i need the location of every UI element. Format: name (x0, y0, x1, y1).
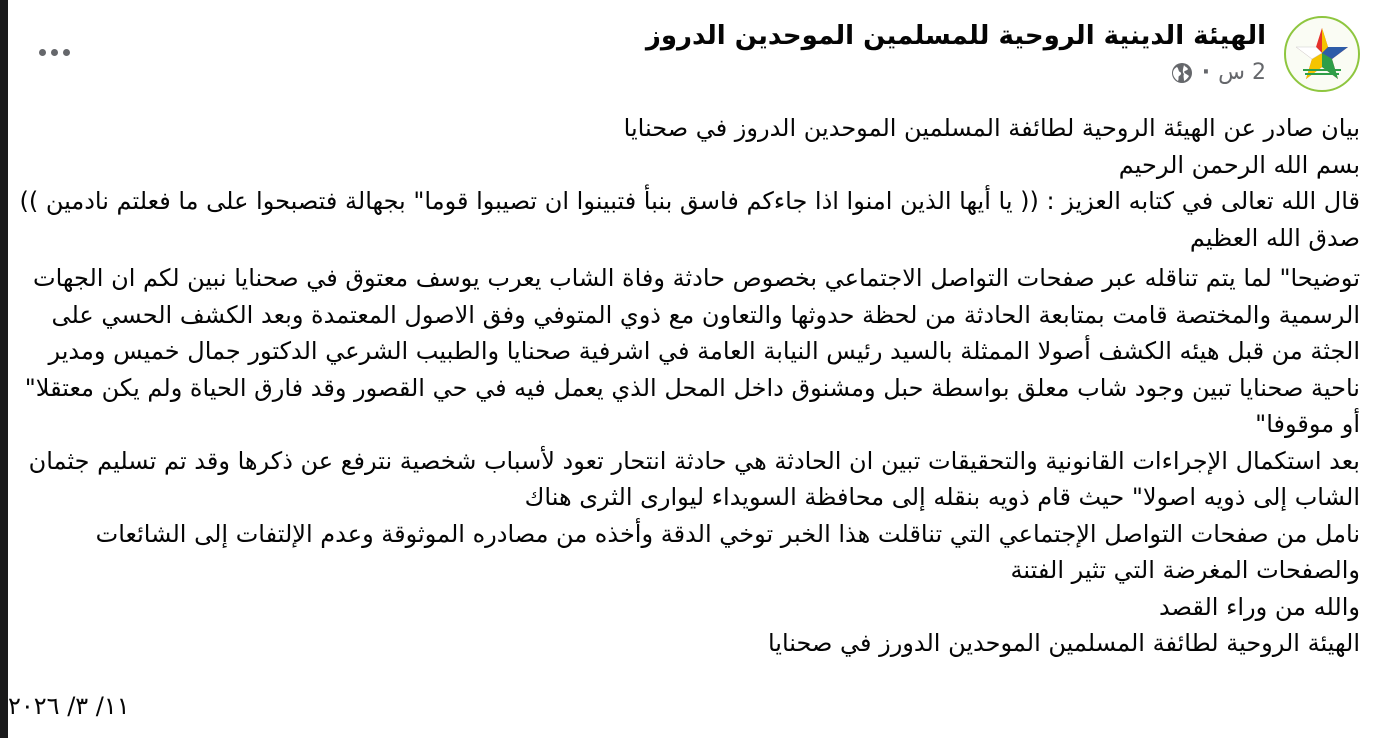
quran-quote: قال الله تعالى في كتابه العزيز : (( يا أيها الذين امنوا اذا جاءكم فاسق بنبأ فتبينوا ان تصيبوا قوما" بجهالة فتصبحوا على ما فعلتم نادمين )) صدق الله العظيم (19, 187, 1360, 252)
post-header (20, 14, 1362, 98)
closing-line: والله من وراء القصد (1158, 592, 1360, 621)
clarification-paragraph: توضيحا" لما يتم تناقله عبر صفحات التواصل الاجتماعي بخصوص حادثة وفاة الشاب يعرب يوسف معتوق في صحنايا نبين لكم ان الجهات الرسمية والمختصة قامت بمتابعة الحادثة من لحظة حدوثها والتعاون مع ذوي المتوفي وفق الاصول المعتمدة وبعد الكشف الحسي على الجثة من قبل هيئه الكشف أصولا الممثلة بالسيد رئيس النيابة العامة في اشرفية صحنايا والطبيب الشرعي الدكتور جمال خميس ومدير ناحية صحنايا تبين وجود شاب معلق بواسطة حبل ومشنوق داخل المحل الذي يعمل فيه في حي القصور وقد فارق الحياة ولم يكن معتقلا" أو موقوفا" (24, 264, 1360, 438)
investigation-paragraph: بعد استكمال الإجراءات القانونية والتحقيقات تبين ان الحادثة هي حادثة انتحار تعود لأسباب شخصية نترفع عن ذكرها وقد تم تسليم جثمان الشاب إلى ذويه اصولا" حيث قام ذويه بنقله إلى محافظة السويداء ليوارى الثرى هناك (28, 446, 1360, 511)
more-options-icon-dot (63, 49, 70, 56)
basmala-line: بسم الله الرحمن الرحيم (1118, 150, 1360, 179)
author-name[interactable]: الهيئة الدينية الروحية للمسلمين الموحدين الدروز (645, 21, 1266, 51)
more-options-button[interactable] (30, 34, 78, 70)
author-block (646, 16, 1266, 90)
post-timestamp[interactable]: 2 س (1218, 60, 1266, 85)
globe-icon[interactable] (1170, 61, 1194, 85)
page-avatar[interactable] (1284, 16, 1360, 92)
more-options-icon (39, 49, 46, 56)
post-card (8, 0, 1374, 738)
meta-separator: · (1201, 60, 1211, 85)
signature-line: الهيئة الروحية لطائفة المسلمين الموحدين الدورز في صحنايا (767, 629, 1360, 657)
star-logo-icon (1293, 25, 1351, 83)
post-body (14, 110, 1360, 662)
statement-title: بيان صادر عن الهيئة الروحية لطائفة المسلمين الموحدين الدروز في صحنايا (623, 114, 1360, 142)
post-meta (646, 56, 1266, 90)
appeal-paragraph: نامل من صفحات التواصل الإجتماعي التي تناقلت هذا الخبر توخي الدقة وأخذه من مصادره الموثوقة وعدم الإلتفات إلى الشائعات والصفحات المغرضة التي تثير الفتنة (95, 519, 1360, 584)
more-options-icon-dot (51, 49, 58, 56)
post-date: ١١/ ٣/ ٢٠٢٦ (8, 692, 130, 720)
